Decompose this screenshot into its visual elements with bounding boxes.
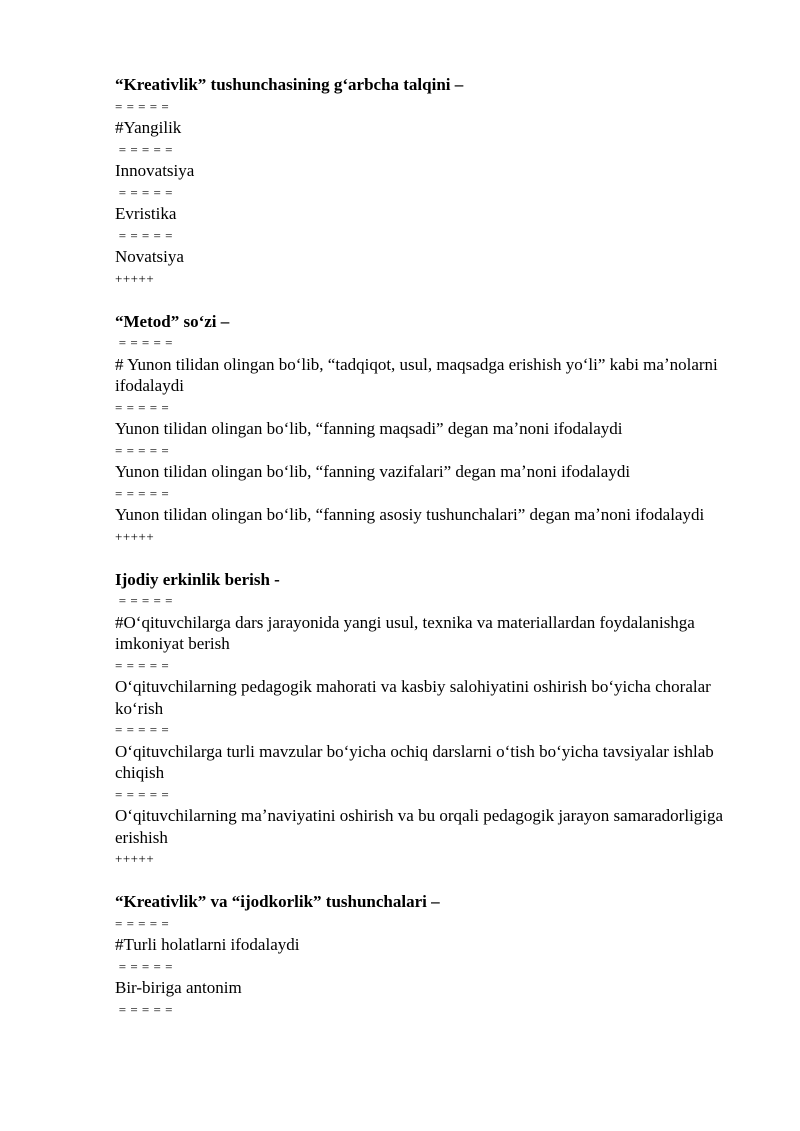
answer-option: Bir-biriga antonim: [115, 978, 242, 997]
answer-option: #Turli holatlarni ifodalaydi: [115, 935, 300, 954]
answer-separator: = = = = =: [115, 335, 173, 350]
document-page: [115, 74, 735, 1020]
question-end-marker: +++++: [115, 851, 155, 866]
question-title: Ijodiy erkinlik berish -: [115, 569, 280, 589]
answer-option: Evristika: [115, 204, 177, 223]
question-title: “Metod” soʻzi –: [115, 311, 230, 331]
question-4: [115, 891, 735, 1020]
answer-separator: = = = = =: [115, 485, 170, 501]
question-2: [115, 311, 735, 548]
answer-option: Oʻqituvchilarga turli mavzular boʻyicha ochiq darslarni oʻtish boʻyicha tavsiyalar ishlab chiqish: [115, 741, 714, 782]
answer-separator: = = = = =: [115, 915, 170, 931]
answer-option: Oʻqituvchilarning maʼnaviyatini oshirish va bu orqali pedagogik jarayon samaradorligiga erishish: [115, 806, 724, 847]
answer-separator: = = = = =: [115, 958, 173, 974]
answer-separator: = = = = =: [115, 442, 170, 458]
answer-separator: = = = = =: [115, 98, 170, 114]
question-1: [115, 74, 735, 289]
answer-option: Innovatsiya: [115, 161, 195, 180]
answer-option: Novatsiya: [115, 247, 184, 266]
question-end-marker: +++++: [115, 528, 155, 544]
question-title: “Kreativlik” va “ijodkorlik” tushunchalari –: [115, 892, 440, 911]
question-end-marker: +++++: [115, 270, 155, 286]
answer-separator: = = = = =: [115, 184, 173, 200]
answer-option: Yunon tilidan olingan boʻlib, “fanning maqsadi” degan maʼnoni ifodalaydi: [115, 419, 623, 438]
answer-option: # Yunon tilidan olingan boʻlib, “tadqiqot, usul, maqsadga erishish yoʻli” kabi maʼnolarni ifodalaydi: [115, 354, 718, 395]
question-3: [115, 569, 735, 870]
answer-option: #Yangilik: [115, 118, 182, 137]
answer-separator: = = = = =: [115, 593, 173, 608]
answer-option: Oʻqituvchilarning pedagogik mahorati va kasbiy salohiyatini oshirish boʻyicha choralar koʻrish: [115, 677, 711, 718]
answer-separator: = = = = =: [115, 722, 170, 737]
answer-option: #Oʻqituvchilarga dars jarayonida yangi usul, texnika va materiallardan foydalanishga imkoniyat berish: [115, 612, 695, 653]
answer-option: Yunon tilidan olingan boʻlib, “fanning asosiy tushunchalari” degan maʼnoni ifodalaydi: [115, 505, 705, 524]
answer-separator: = = = = =: [115, 141, 173, 157]
answer-separator: = = = = =: [115, 227, 173, 243]
answer-separator: = = = = =: [115, 786, 170, 802]
answer-separator: = = = = =: [115, 399, 170, 415]
answer-separator: = = = = =: [115, 657, 170, 673]
question-title: “Kreativlik” tushunchasining gʻarbcha talqini –: [115, 75, 464, 94]
answer-separator: = = = = =: [115, 1001, 173, 1017]
answer-option: Yunon tilidan olingan boʻlib, “fanning vazifalari” degan maʼnoni ifodalaydi: [115, 462, 631, 481]
